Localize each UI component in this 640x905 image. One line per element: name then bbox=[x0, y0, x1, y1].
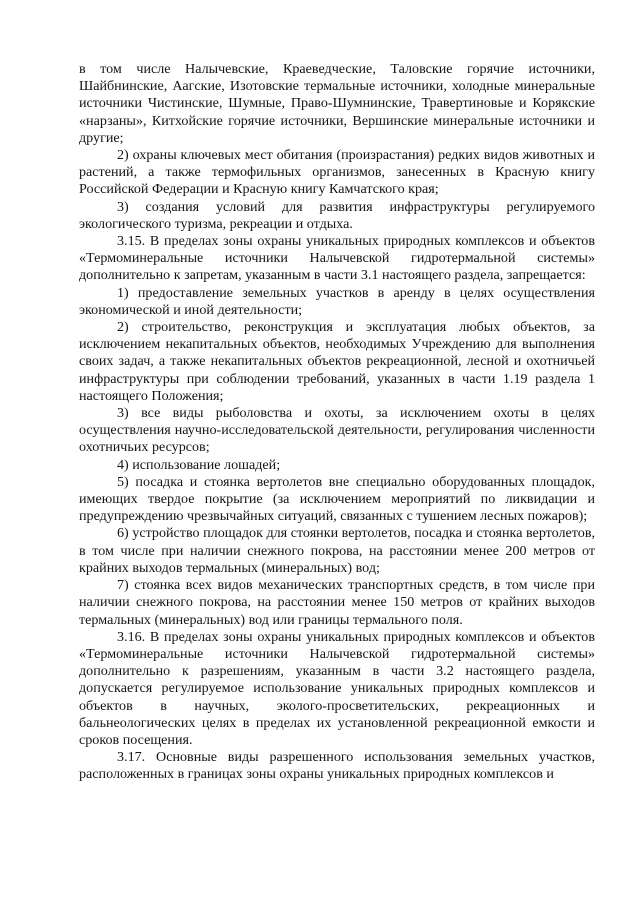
paragraph-continuation: в том числе Налычевские, Краеведческие, Таловские горячие источники, Шайбнинские, Аагские, Изотовские термальные источники, холодные минеральные источники Чистинские, Шумные, Право-Шумнинские, Травертиновые и Корякские «нарзаны», Китхойские горячие источники, Вершинские минеральные источники и другие; bbox=[79, 61, 595, 146]
paragraph-item-2-construction: 2) строительство, реконструкция и эксплуатация любых объектов, за исключением некапитальных объектов, необходимых Учреждению для выполнения своих задач, а также некапитальных объектов рекреационной, лесной и охотничьей инфраструктуры при соблюдении требований, указанных в части 1.19 раздела 1 настоящего Положения; bbox=[79, 319, 595, 404]
paragraph-item-1-lease: 1) предоставление земельных участков в аренду в целях осуществления экономической и иной деятельности; bbox=[79, 284, 595, 318]
document-page bbox=[79, 61, 595, 784]
paragraph-item-7-vehicles: 7) стоянка всех видов механических транспортных средств, в том числе при наличии снежного покрова, на расстоянии менее 150 метров от крайних выходов термальных (минеральных) вод или границы термального поля. bbox=[79, 577, 595, 628]
paragraph-item-3-tourism: 3) создания условий для развития инфраструктуры регулируемого экологического туризма, рекреации и отдыха. bbox=[79, 198, 595, 232]
paragraph-item-5-helicopters: 5) посадка и стоянка вертолетов вне специально оборудованных площадок, имеющих твердое покрытие (за исключением мероприятий по ликвидации и предупреждению чрезвычайных ситуаций, связанных с тушением лесных пожаров); bbox=[79, 473, 595, 525]
paragraph-item-3-fishing-hunting: 3) все виды рыболовства и охоты, за исключением охоты в целях осуществления научно-исследовательской деятельности, регулирования численности охотничьих ресурсов; bbox=[79, 405, 595, 456]
paragraph-item-2-habitats: 2) охраны ключевых мест обитания (произрастания) редких видов животных и растений, а также термофильных организмов, занесенных в Красную книгу Российской Федерации и Красную книгу Камчатского края; bbox=[79, 147, 595, 198]
paragraph-section-3-17: 3.17. Основные виды разрешенного использования земельных участков, расположенных в границах зоны охраны уникальных природных комплексов и bbox=[79, 749, 595, 783]
paragraph-section-3-15: 3.15. В пределах зоны охраны уникальных природных комплексов и объектов «Термоминеральные источники Налычевской гидротермальной системы» дополнительно к запретам, указанным в части 3.1 настоящего раздела, запрещается: bbox=[79, 233, 595, 284]
paragraph-item-6-helipads: 6) устройство площадок для стоянки вертолетов, посадка и стоянка вертолетов, в том числе при наличии снежного покрова, на расстоянии менее 200 метров от крайних выходов термальных (минеральных) вод; bbox=[79, 525, 595, 576]
paragraph-item-4-horses: 4) использование лошадей; bbox=[117, 456, 281, 473]
paragraph-section-3-16: 3.16. В пределах зоны охраны уникальных природных комплексов и объектов «Термоминеральные источники Налычевской гидротермальной системы» дополнительно к разрешениям, указанным в части 3.2 настоящего раздела, допускается регулируемое использование уникальных природных комплексов и объектов в научных, эколого-просветительских, рекреационных и бальнеологических целях в пределах их установленной рекреационной емкости и сроков посещения. bbox=[79, 628, 595, 748]
